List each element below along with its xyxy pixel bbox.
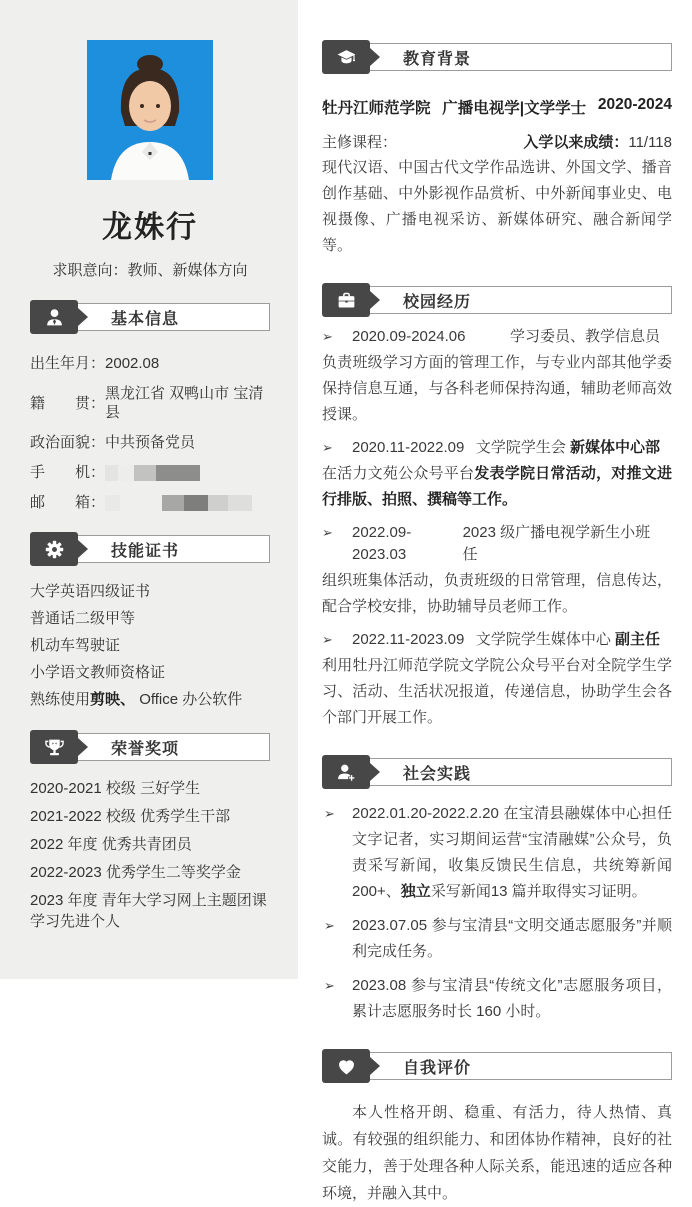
practice-item [322, 801, 672, 905]
info-row-phone [30, 463, 270, 482]
honor-item: 2022-2023 优秀学生二等奖学金 [30, 864, 241, 881]
practice-text: 2023.08 参与宝清县“传统文化”志愿服务项目，累计志愿服务时长 160 小时。 [352, 977, 672, 1020]
courses-label: 主修课程： [322, 134, 398, 151]
campus-role [463, 522, 672, 566]
info-row-email [30, 493, 270, 512]
section-title-practice: 社会实践 [366, 758, 672, 786]
campus-role [476, 629, 672, 651]
major-degree: 广播电视学|文学学士 [442, 100, 587, 117]
score-value: 11/118 [628, 134, 672, 151]
campus-desc-text: 利用牡丹江师范学院文学院公众号平台对全院学生学习、活动、生活状况报道，传递信息，协助学生会各个部门开展工作。 [322, 657, 672, 726]
honor-item: 2023 年度 青年大学习网上主题团课学习先进个人 [30, 892, 267, 930]
campus-desc-text: 在活力文苑公众号平台 [322, 465, 475, 482]
section-title-honors: 荣誉奖项 [74, 733, 270, 761]
skill-item: 大学英语四级证书 [30, 583, 151, 600]
info-row-hometown [30, 384, 270, 422]
arrow-bullet-icon: ➢ [324, 918, 335, 933]
campus-desc [322, 350, 672, 428]
section-title-campus: 校园经历 [366, 286, 672, 314]
main-column [298, 0, 692, 1202]
campus-role-text: 2023 级广播电视学新生小班任 [462, 524, 651, 563]
section-header-campus [322, 283, 672, 317]
practice-text: 采写新闻13 篇并取得实习证明。 [430, 883, 647, 900]
skill-text: Office 办公软件 [135, 691, 243, 708]
briefcase-icon [322, 283, 370, 317]
courses-paragraph: 现代汉语、中国古代文学作品选讲、外国文学、播音创作基础、中外影视作品赏析、中外新闻事业史、电视摄像、广播电视采访、新媒体研究、融合新闻学等。 [322, 159, 672, 254]
campus-desc-text: 组织班集体活动，负责班级的日常管理，信息传达，配合学校安排，协助辅导员老师工作。 [322, 572, 672, 615]
campus-date: 2020.11-2022.09 [352, 439, 465, 456]
person-icon [30, 300, 78, 334]
info-label: 籍 贯： [30, 394, 106, 412]
basic-info-rows [30, 354, 270, 512]
campus-role-bold: 副主任 [614, 631, 660, 648]
section-title-skills: 技能证书 [74, 535, 270, 563]
skill-text: 熟练使用 [30, 691, 91, 708]
info-row-birth [30, 354, 270, 373]
photo-wrap [30, 40, 270, 180]
campus-date: 2022.09-2023.03 [352, 524, 412, 563]
honor-item: 2021-2022 校级 优秀学生干部 [30, 808, 231, 825]
practice-text: 2022.01.20-2022.2.20 在宝清县融媒体中心担任文字记者，实习期间运营“宝清融媒”公众号，负责采写新闻，收集反馈民生信息，共统筹新闻 200+、 [352, 805, 672, 900]
campus-item-head [322, 326, 672, 348]
campus-desc-text: 负责班级学习方面的管理工作，与专业内部其他学委保持信息互通，与各科老师保持沟通，辅助老师高效授课。 [322, 354, 672, 423]
skill-item: 普通话二级甲等 [30, 610, 136, 627]
campus-role [476, 437, 672, 459]
campus-date: 2022.11-2023.09 [352, 631, 465, 648]
section-header-evaluation [322, 1049, 672, 1083]
gear-icon [30, 532, 78, 566]
section-header-basic-info [30, 300, 270, 334]
campus-item [322, 522, 672, 620]
campus-role-text: 文学院学生媒体中心 [475, 631, 615, 648]
campus-role-text: 学习委员、教学信息员 [509, 328, 660, 345]
job-objective: 求职意向：教师、新媒体方向 [52, 262, 248, 279]
campus-role-bold: 新媒体中心部 [569, 439, 660, 456]
heart-icon [322, 1049, 370, 1083]
campus-item-head [322, 522, 672, 566]
info-value: 中共预备党员 [105, 434, 196, 451]
skill-text-bold: 剪映、 [90, 691, 136, 708]
practice-text: 2023.07.05 参与宝清县“文明交通志愿服务”并顺利完成任务。 [352, 917, 672, 960]
campus-item-head [322, 437, 672, 459]
section-title-basic-info: 基本信息 [74, 303, 270, 331]
info-value: 黑龙江省 双鸭山市 宝清县 [105, 385, 264, 421]
candidate-name: 龙姝行 [102, 211, 198, 244]
honors-list [30, 778, 270, 932]
entrance-score [523, 131, 672, 152]
section-header-education [322, 40, 672, 74]
practice-item [322, 973, 672, 1025]
score-label: 入学以来成绩： [523, 134, 629, 151]
id-photo [87, 40, 213, 180]
info-value: 2002.08 [105, 355, 160, 372]
practice-item [322, 913, 672, 965]
skill-item [30, 690, 270, 710]
campus-desc [322, 461, 672, 513]
skill-item: 小学语文教师资格证 [30, 664, 166, 681]
education-degree-row [322, 96, 672, 118]
practice-text-bold: 独立 [400, 883, 431, 900]
trophy-icon [30, 730, 78, 764]
info-label: 出生年月： [30, 355, 106, 372]
section-title-education: 教育背景 [366, 43, 672, 71]
campus-role-text: 文学院学生会 [475, 439, 570, 456]
arrow-bullet-icon: ➢ [322, 440, 333, 455]
arrow-bullet-icon: ➢ [322, 329, 333, 344]
section-header-skills [30, 532, 270, 566]
section-header-practice [322, 755, 672, 789]
graduation-cap-icon [322, 40, 370, 74]
campus-item-head [322, 629, 672, 651]
info-label: 手 机： [30, 464, 106, 481]
redacted-email [105, 495, 252, 511]
redacted-phone [105, 465, 200, 481]
info-row-political [30, 433, 270, 452]
school-name: 牡丹江师范学院 [322, 100, 431, 117]
campus-desc [322, 568, 672, 620]
campus-item [322, 326, 672, 428]
honor-item: 2020-2021 校级 三好学生 [30, 780, 201, 797]
section-title-evaluation: 自我评价 [366, 1052, 672, 1080]
sidebar [0, 0, 298, 979]
info-label: 邮 箱： [30, 494, 106, 511]
arrow-bullet-icon: ➢ [324, 806, 335, 821]
campus-desc-bold: 发表学院日常活动，对推文进行排版、拍照、撰稿等工作。 [322, 465, 672, 508]
person-plus-icon [322, 755, 370, 789]
self-evaluation-paragraph: 本人性格开朗、稳重、有活力，待人热情、真诚。有较强的组织能力、和团体协作精神，良好的社交能力，善于处理各种人际关系，能迅速的适应各种环境，并融入其中。 [322, 1104, 672, 1202]
arrow-bullet-icon: ➢ [322, 632, 333, 647]
campus-item [322, 629, 672, 731]
course-score-row [322, 131, 672, 152]
study-period: 2020-2024 [597, 96, 672, 113]
arrow-bullet-icon: ➢ [324, 978, 335, 993]
info-label: 政治面貌： [30, 434, 106, 451]
skills-list [30, 582, 270, 710]
campus-role [510, 326, 672, 348]
arrow-bullet-icon: ➢ [322, 525, 333, 540]
practice-list [322, 801, 672, 1025]
campus-date: 2020.09-2024.06 [352, 328, 466, 345]
section-header-honors [30, 730, 270, 764]
campus-desc [322, 653, 672, 731]
campus-item [322, 437, 672, 513]
skill-item: 机动车驾驶证 [30, 637, 121, 654]
honor-item: 2022 年度 优秀共青团员 [30, 836, 192, 853]
